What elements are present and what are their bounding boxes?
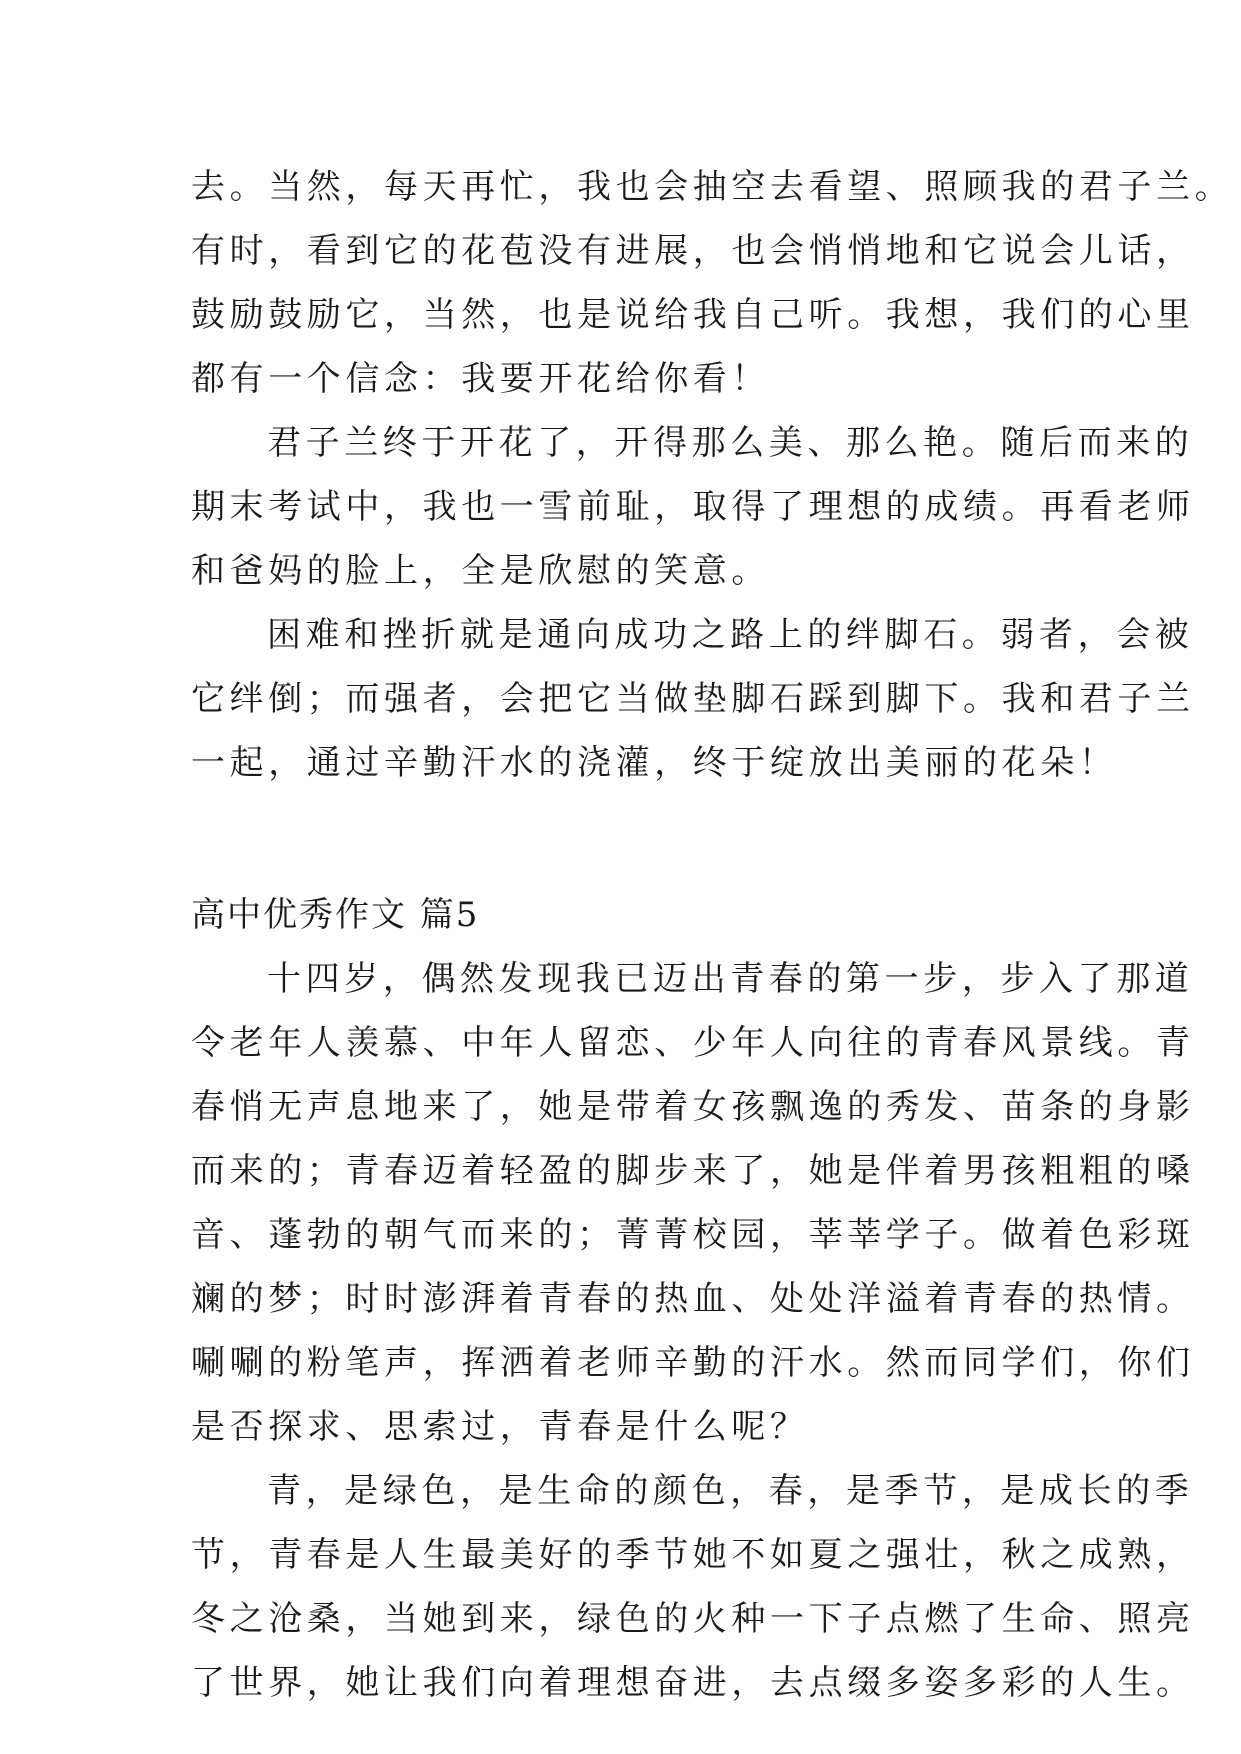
text-line: 春悄无声息地来了，她是带着女孩飘逸的秀发、苗条的身影 <box>191 1087 1195 1127</box>
text-line: 一起，通过辛勤汗水的浇灌，终于绽放出美丽的花朵！ <box>191 743 1118 783</box>
text-line: 鼓励鼓励它，当然，也是说给我自己听。我想，我们的心里 <box>191 295 1195 335</box>
text-line: 了世界，她让我们向着理想奋进，去点缀多姿多彩的人生。 <box>191 1663 1195 1703</box>
section-spacer <box>191 795 1091 883</box>
text-line: 冬之沧桑，当她到来，绿色的火种一下子点燃了生命、照亮 <box>191 1599 1195 1639</box>
text-line: 期末考试中，我也一雪前耻，取得了理想的成绩。再看老师 <box>191 487 1195 527</box>
text-line: 十四岁，偶然发现我已迈出青春的第一步，步入了那道 <box>267 959 1194 999</box>
text-line: 节，青春是人生最美好的季节她不如夏之强壮，秋之成熟， <box>191 1535 1195 1575</box>
text-line: 困难和挫折就是通向成功之路上的绊脚石。弱者，会被 <box>267 615 1194 655</box>
text-line: 音、蓬勃的朝气而来的；菁菁校园，莘莘学子。做着色彩斑 <box>191 1215 1195 1255</box>
text-line: 青，是绿色，是生命的颜色，春，是季节，是成长的季 <box>267 1471 1194 1511</box>
paragraph <box>191 411 1195 603</box>
text-line: 都有一个信念：我要开花给你看！ <box>191 359 770 399</box>
paragraph <box>191 1459 1195 1715</box>
section-heading: 高中优秀作文 篇5 <box>191 895 480 935</box>
text-line: 和爸妈的脸上，全是欣慰的笑意。 <box>191 551 770 591</box>
paragraph <box>191 155 1234 411</box>
text-line: 君子兰终于开花了，开得那么美、那么艳。随后而来的 <box>267 423 1194 463</box>
text-line: 而来的；青春迈着轻盈的脚步来了，她是伴着男孩粗粗的嗓 <box>191 1151 1195 1191</box>
paragraph <box>191 947 1195 1459</box>
text-line: 唰唰的粉笔声，挥洒着老师辛勤的汗水。然而同学们，你们 <box>191 1343 1195 1383</box>
paragraph <box>191 603 1195 795</box>
document-body <box>191 155 1234 1715</box>
text-line: 是否探求、思索过，青春是什么呢？ <box>191 1407 809 1447</box>
text-line: 有时，看到它的花苞没有进展，也会悄悄地和它说会儿话， <box>191 231 1195 271</box>
text-line: 斓的梦；时时澎湃着青春的热血、处处洋溢着青春的热情。 <box>191 1279 1195 1319</box>
text-line: 去。当然，每天再忙，我也会抽空去看望、照顾我的君子兰。 <box>191 167 1234 207</box>
text-line: 令老年人羡慕、中年人留恋、少年人向往的青春风景线。青 <box>191 1023 1195 1063</box>
text-line: 它绊倒；而强者，会把它当做垫脚石踩到脚下。我和君子兰 <box>191 679 1195 719</box>
